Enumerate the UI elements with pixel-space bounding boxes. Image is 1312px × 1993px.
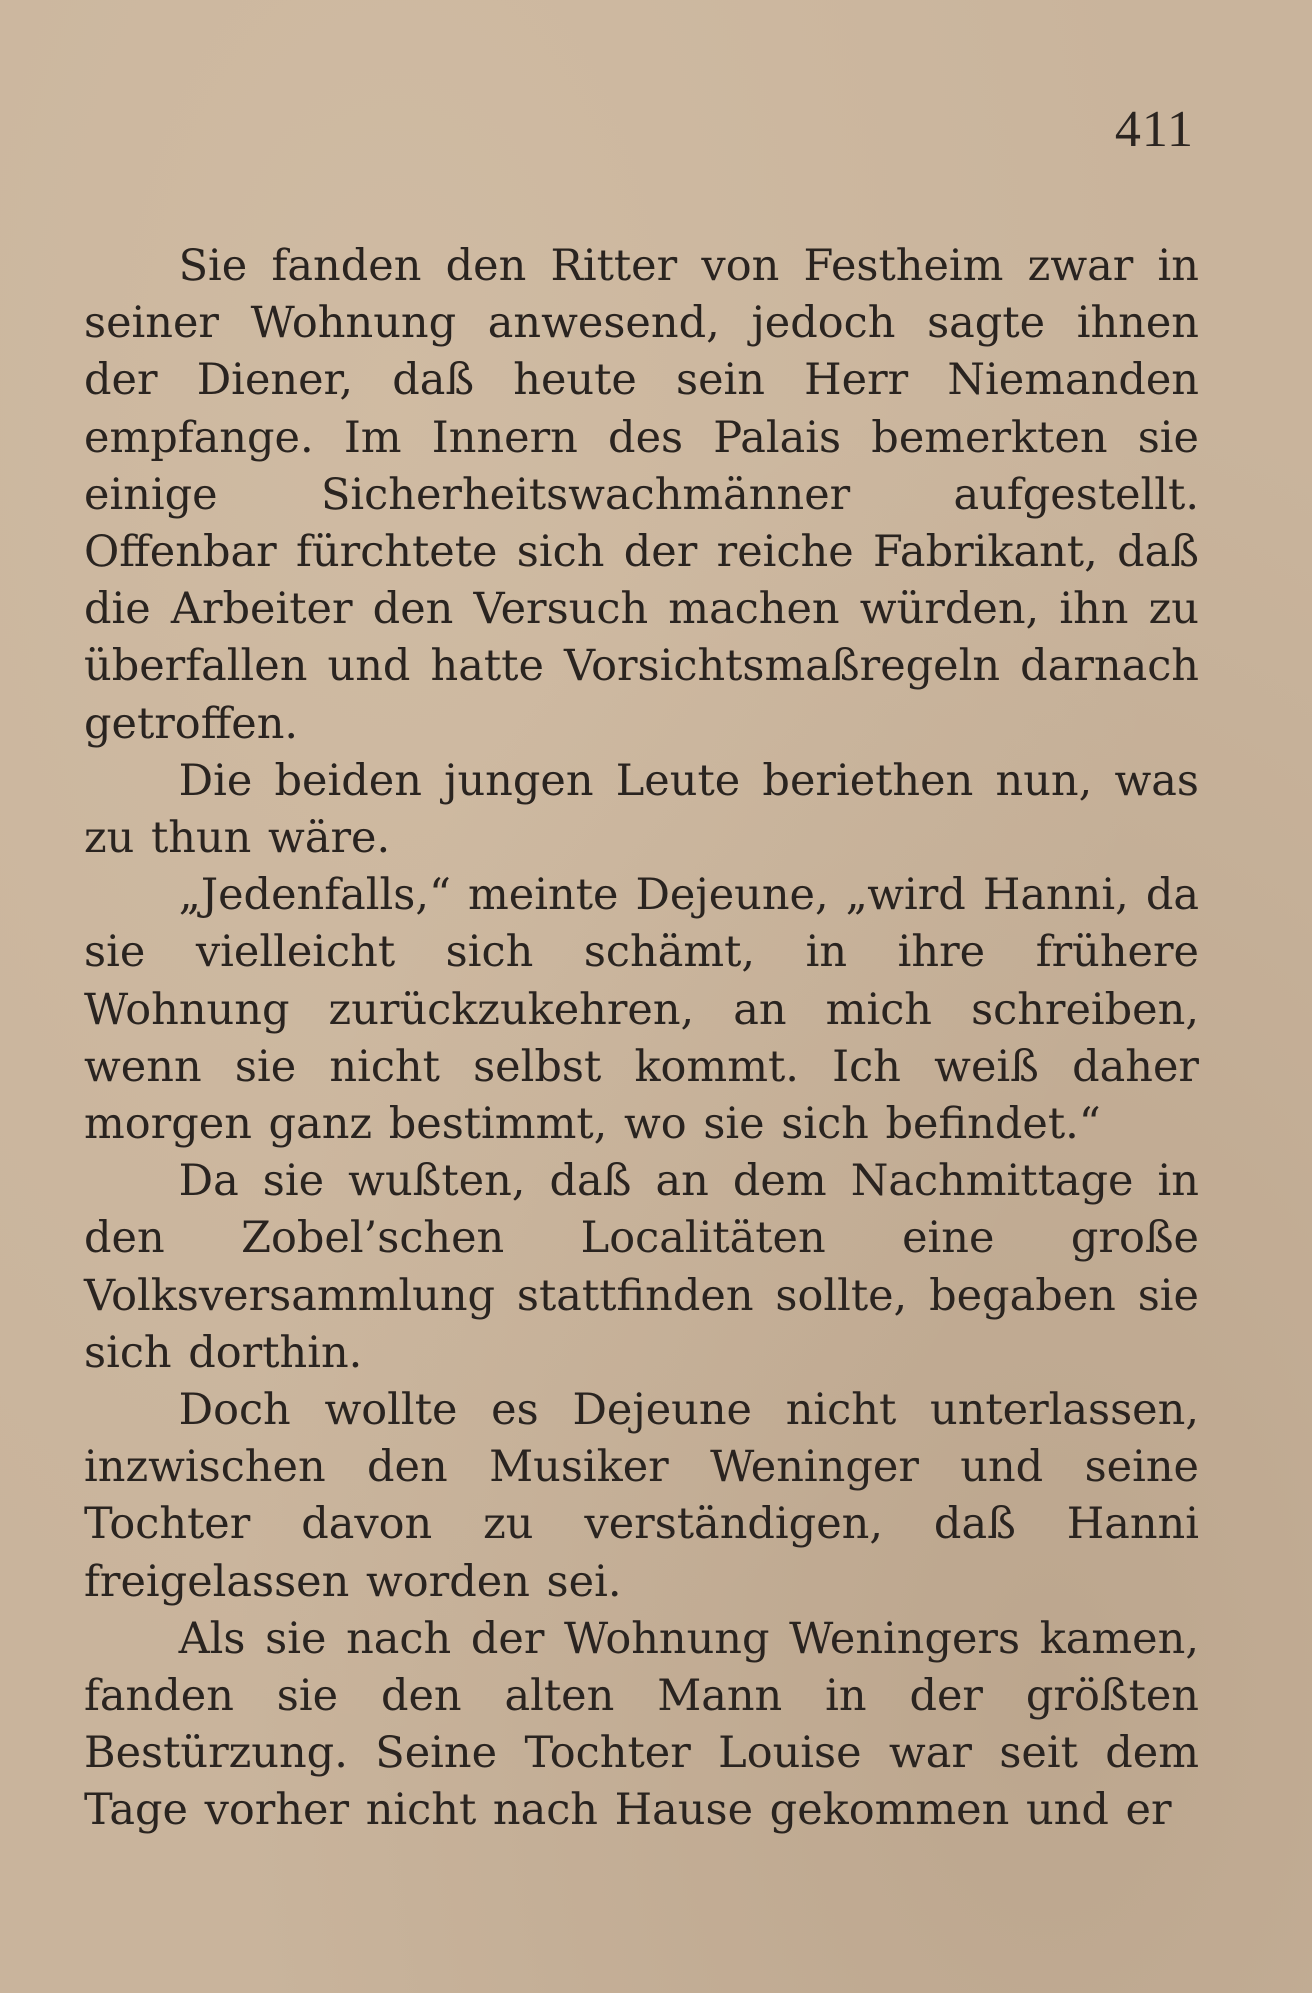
paragraph: Sie fanden den Ritter von Festheim zwar in seiner Wohnung anwesend, jedoch sagte ihnen der Diener, daß heute sein Herr Niemanden empfange. Im Innern des Palais bemerkten sie einige Sicherheitswachmänner aufgestellt. Offenbar fürchtete sich der reiche Fabrikant, daß die Arbeiter den Versuch machen würden, ihn zu überfallen und hatte Vorsichtsmaßregeln darnach getroffen.: [84, 241, 1199, 749]
paragraph: Da sie wußten, daß an dem Nachmittage in den Zobel’schen Localitäten eine große Volksversammlung stattfinden sollte, begaben sie sich dorthin.: [84, 1156, 1199, 1378]
page-number: 411: [1114, 101, 1194, 158]
paragraph: Die beiden jungen Leute beriethen nun, was zu thun wäre.: [84, 755, 1199, 864]
body-text: [84, 238, 1199, 1840]
paragraph: Als sie nach der Wohnung Weningers kamen, fanden sie den alten Mann in der größten Bestürzung. Seine Tochter Louise war seit dem Tage vorher nicht nach Hause gekommen und er: [84, 1613, 1199, 1836]
paragraph: Doch wollte es Dejeune nicht unterlassen, inzwischen den Musiker Weninger und seine Tochter davon zu verständigen, daß Hanni freigelassen worden sei.: [84, 1385, 1199, 1607]
paragraph: „Jedenfalls,“ meinte Dejeune, „wird Hanni, da sie vielleicht sich schämt, in ihre frühere Wohnung zurückzukehren, an mich schreiben, wenn sie nicht selbst kommt. Ich weiß daher morgen ganz bestimmt, wo sie sich befindet.“: [84, 870, 1199, 1150]
